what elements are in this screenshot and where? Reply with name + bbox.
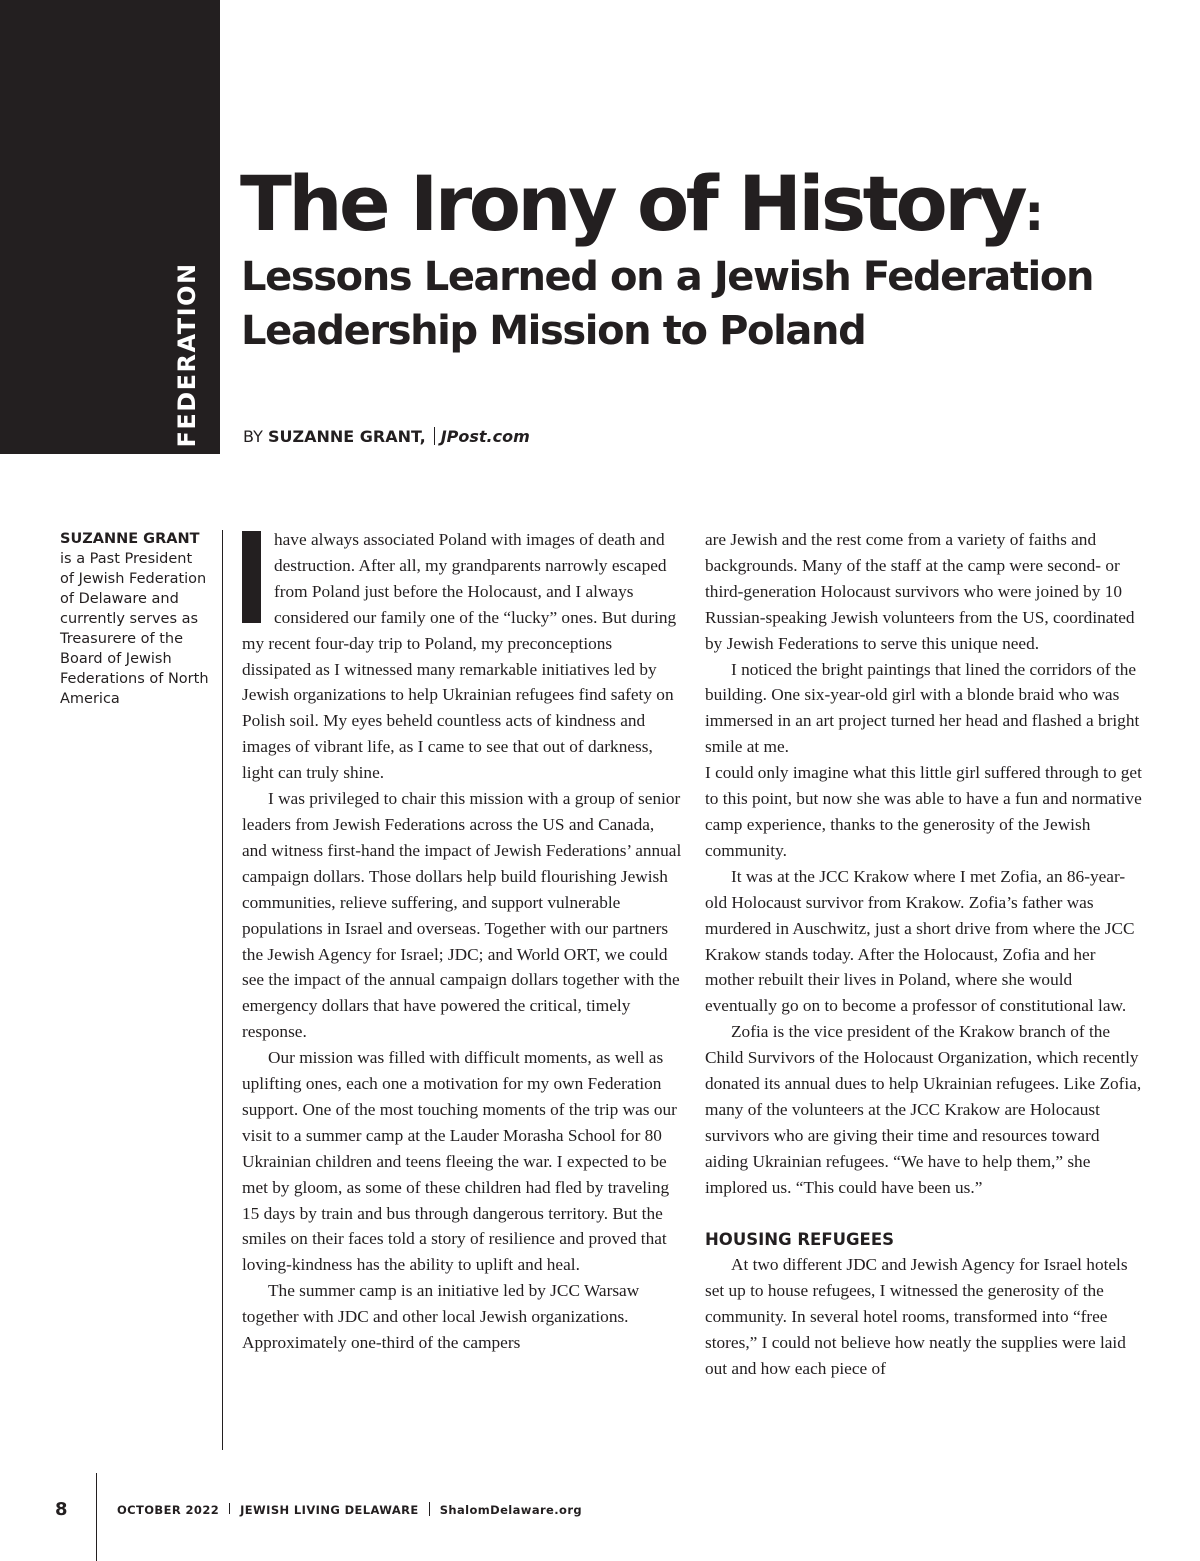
article-title-colon: : [1024,184,1041,242]
footer-website: ShalomDelaware.org [439,1503,583,1517]
paragraph: The summer camp is an initiative led by JCC Warsaw together with JDC and other local Jewish organizations. Approximately one-third of the campers [242,1281,640,1353]
author-bio-text: is a Past President of Jewish Federation of Delaware and currently serves as Treasurere of the Board of Jewish Federations of North America [60,551,209,707]
byline-source: JPost.com [440,427,530,446]
author-bio [60,529,210,709]
paragraph: At two different JDC and Jewish Agency for Israel hotels set up to house refugees, I witnessed the generosity of the community. In several hotel rooms, transformed into “free stores,” I could not believe how neatly the supplies were laid out and how each piece of [705,1255,1128,1379]
section-bar [0,0,220,454]
footer-publication: JEWISH LIVING DELAWARE [240,1503,419,1517]
paragraph: I noticed the bright paintings that lined the corridors of the building. One six-year-old girl with a blonde braid who was immersed in an art project turned her head and flashed a bright smile at me. [705,659,1140,757]
byline-prefix: BY [243,427,263,446]
article-title-text: The Irony of History [240,159,1025,248]
footer-separator [429,1502,430,1516]
paragraph: are Jewish and the rest come from a variety of faiths and backgrounds. Many of the staff at the camp were second- or third-generation Holocaust survivors who were joined by 10 Russian-speaking Jewish volunteers from the US, coordinated by Jewish Federations to serve this unique need. [705,530,1135,653]
body-column-1 [242,527,682,1356]
page-number: 8 [55,1499,68,1520]
drop-cap-i [242,531,261,623]
byline-divider [434,427,435,445]
paragraph: It was at the JCC Krakow where I met Zofia, an 86-year-old Holocaust survivor from Krakow. Zofia’s father was murdered in Auschwitz, just a short drive from where the JCC Krakow stands today. After the Holocaust, Zofia and her mother rebuilt their lives in Poland, where she would eventually go on to become a professor of constitutional law. [705,866,1135,1016]
footer-divider [96,1473,97,1561]
body-column-2 [705,527,1145,1382]
footer-date: OCTOBER 2022 [117,1503,220,1517]
paragraph: Zofia is the vice president of the Krakow branch of the Child Survivors of the Holocaust Organization, which recently donated its annual dues to help Ukrainian refugees. Like Zofia, many of the volunteers at the JCC Krakow are Holocaust survivors who are giving their time and resources toward aiding Ukrainian refugees. “We have to help them,” she implored us. “This could have been us.” [705,1022,1142,1197]
byline [243,427,530,446]
article-title [240,160,1041,257]
byline-author: SUZANNE GRANT, [267,427,426,446]
footer-separator [229,1503,230,1514]
author-bio-name: SUZANNE GRANT [60,531,200,547]
footer-text [117,1502,582,1517]
paragraph: I was privileged to chair this mission with a group of senior leaders from Jewish Federations across the US and Canada, and witness first-hand the impact of Jewish Federations’ annual campaign dollars. Those dollars help build flourishing Jewish communities, relieve suffering, and support vulnerable populations in Israel and overseas. Together with our partners the Jewish Agency for Israel; JDC; and World ORT, we could see the impact of the annual campaign dollars together with the emergency dollars that have powered the critical, timely response. [242,789,682,1042]
paragraph-text: have always associated Poland with images of death and destruction. After all, my grandparents narrowly escaped from Poland just before the Holocaust, and I always considered our family one of the “lucky” ones. But during my recent four-day trip to Poland, my preconceptions dissipated as I witnessed many remarkable initiatives led by Jewish organizations to help Ukrainian refugees find safety on Polish soil. My eyes beheld countless acts of kindness and images of vibrant life, as I came to see that out of darkness, light can truly shine. [242,530,677,783]
page-footer [0,1499,1200,1539]
column-divider [222,530,223,1450]
section-label: FEDERATION [173,262,201,448]
section-subhead: HOUSING REFUGEES [705,1229,894,1249]
article-subtitle: Lessons Learned on a Jewish Federation Leadership Mission to Poland [241,254,1094,354]
paragraph [242,527,682,786]
paragraph: Our mission was filled with difficult moments, as well as uplifting ones, each one a motivation for my own Federation support. One of the most touching moments of the trip was our visit to a summer camp at the Lauder Morasha School for 80 Ukrainian children and teens fleeing the war. I expected to be met by gloom, as some of these children had fled by traveling 15 days by train and bus through dangerous territory. But the smiles on their faces told a story of resilience and proved that loving-kindness has the ability to uplift and heal. [242,1048,677,1275]
paragraph: I could only imagine what this little girl suffered through to get to this point, but now she was able to have a fun and normative camp experience, thanks to the generosity of the Jewish community. [705,763,1142,860]
